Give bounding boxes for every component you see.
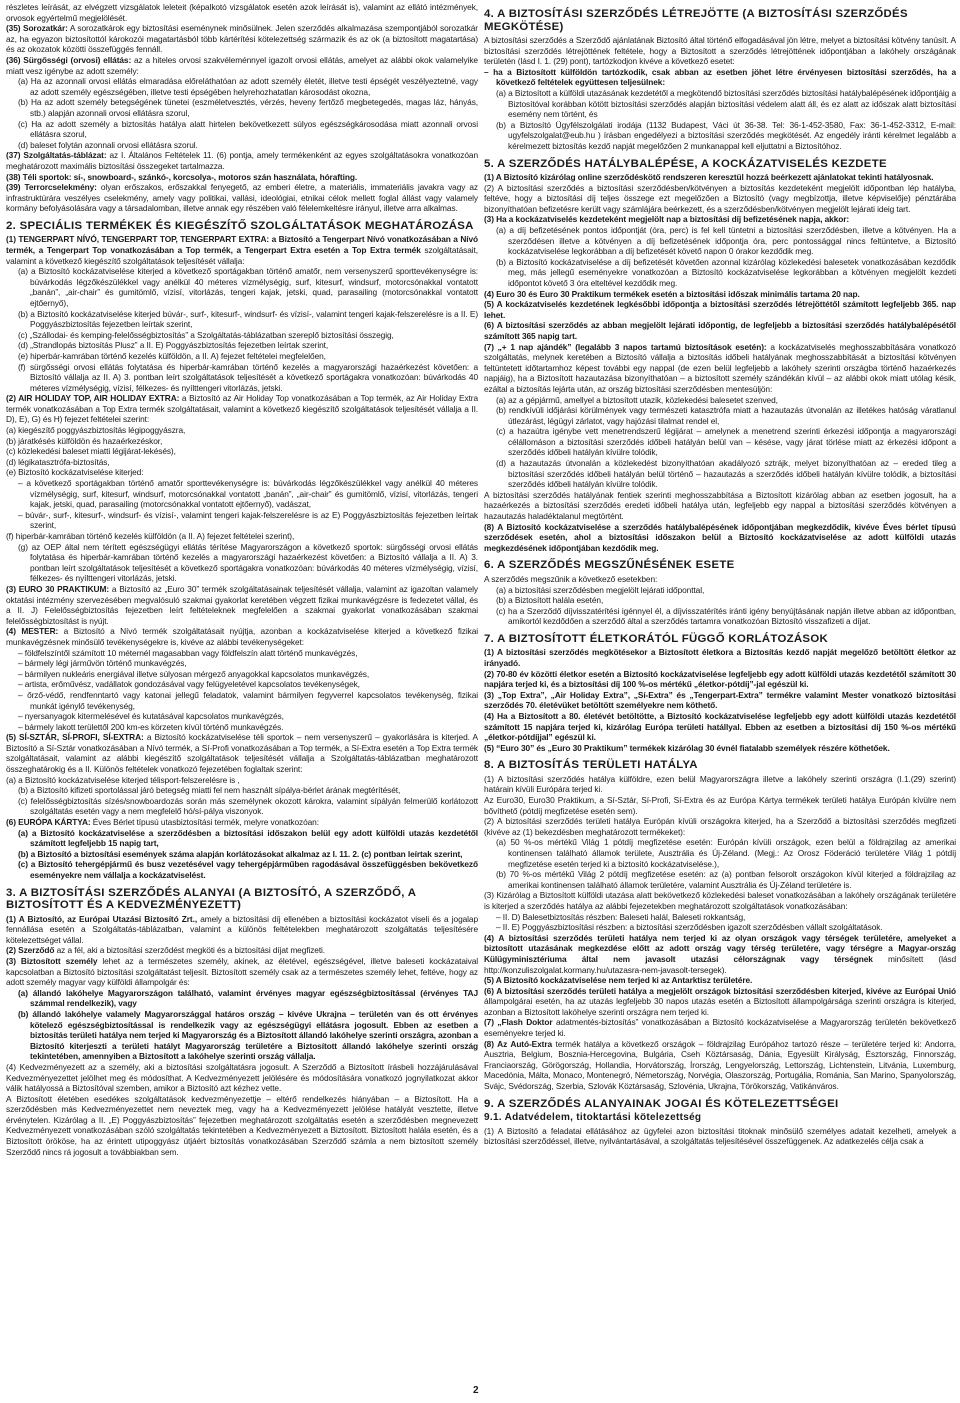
paragraph (6, 172, 478, 183)
paragraph-text: az a hiteles orvosi szakvéleménnyel igazolt orvosi ellátás, amelyet az alábbi okok valamelyike miatt vesz igénybe az adott személy: (6, 54, 478, 76)
paragraph (6, 1062, 478, 1094)
section-heading (6, 887, 478, 912)
section-heading-text: 4. A BIZTOSÍTÁSI SZERZŐDÉS LÉTREJÖTTE (A BIZTOSÍTÁSI SZERZŐDÉS MEGKÖTÉSE) (484, 8, 908, 33)
paragraph-text: (d) légikatasztrófa-biztosítás, (6, 456, 110, 467)
paragraph (484, 869, 956, 890)
paragraph (6, 393, 478, 425)
paragraph-text: (a) a biztosítási szerződésben megjelölt lejárati időponttal, (496, 584, 705, 595)
paragraph (6, 722, 478, 733)
paragraph-lead: (1) A Biztosító kizárólag online szerződéskötő rendszeren keresztül hozzá beérkezett ajánlatokat tekinti hatályosnak. (484, 172, 934, 183)
paragraph-text: (c) felelősségbiztosítás sízés/snowboardozás során más személynek okozott károkra, valamint sípályán felmerülő korlátozott szolgáltatás esetén vagy a nem megfelelő hó/sí-pálya viszonyok. (18, 795, 478, 817)
paragraph (484, 299, 956, 320)
paragraph-text: állampolgárai esetén, ha az utazás legfeljebb 30 napos utazás esetén a Biztosított állampolgársága szerinti országra is kiterjed, azonban a Biztosított lakóhelye szerinti országra nem terjed ki. (484, 996, 956, 1017)
paragraph (6, 796, 478, 817)
paragraph (6, 140, 478, 151)
paragraph (6, 234, 478, 266)
paragraph-text: – artista, erőművész, vadállatok gondozásával vagy felügyeletével kapcsolatos tevékenységek, (18, 679, 360, 690)
paragraph-text: – ha a Biztosított külföldön tartózkodik, csak abban az esetben jöhet létre érvényesen biztosítási szerződés, ha a következő feltételek együttesen teljesülnek: (484, 66, 956, 88)
paragraph (484, 574, 956, 585)
paragraph-lead: (8) Az Autó-Extra (484, 1038, 553, 1049)
paragraph-lead: (4) MESTER: (6, 626, 59, 637)
paragraph-text: (a) a Biztosító kockázatviselése a szerződésben a biztosítási időszakon belül egy adott külföldi utazás kezdetétől számított legfeljebb 15 napig tart, (18, 827, 478, 849)
paragraph-text: (c) Ha az adott személy a biztosítás hatálya alatt hirtelen bekövetkezett súlyos egészségkárosodása miatt azonnali orvosi ellátásra szorul, (18, 118, 478, 140)
paragraph (6, 510, 478, 531)
paragraph-text: (b) állandó lakóhelye valamely Magyarországgal határos ország – kivéve Ukrajna – területén van és ott érvényes kötelező egészségbiztosítással is rendelkezik vagy az egészségügyi ellátásra jogosult. Ebben az esetben a biztosítás területi hatálya nem terjed ki Magyarország és a Biztosított állandó lakóhelye szerinti országra, azonban a Biztosító kiterjeszti a területi hatályt Magyarország területére a Biztosított állandó lakóhelye szerinti ország tekintetében, amennyiben a Biztosított a lakóhelye szerinti ország vállalja. (18, 1008, 478, 1062)
paragraph-text: (b) járatkésés külföldön és hazaérkezéskor, (6, 435, 163, 446)
paragraph-lead: (4) Euro 30 és Euro 30 Praktikum termékek esetén a biztosítási időszak minimális tartama 20 nap. (484, 288, 860, 299)
paragraph-text: (b) rendkívüli időjárási körülmények vagy természeti katasztrófa miatt a hazautazás útvonalán az illetékes hatóság váratlanul útlezárást, légügyi zárlatot, vagy hajózási tilalmat rendel el, (496, 405, 956, 426)
paragraph-lead: (2) AIR HOLIDAY TOP, AIR HOLIDAY EXTRA: (6, 393, 180, 404)
paragraph-text: (b) a Biztosító kifizeti sportolással járó betegség miatti fel nem használt sípálya-bérlet árának megtérítését, (18, 785, 401, 796)
paragraph-text: (a) a Biztosított a külföldi utazásának kezdetétől a megkötendő biztosítási szerződés biztosítási hatálybalépésének időpontjáig a Biztosítóval korábban kötött biztosítási szerződés alapján biztosítási védelem alatt áll, és ez alatt az időszak alatt biztosítási esemény nem történt, és (496, 87, 956, 120)
paragraph-text: A sorozatkárok egy biztosítási eseménynek minősülnek. Jelen szerződés alkalmazása szempontjából sorozatkár az, ha egyazon biztosítottól károkozói magatartásból több kártérítési kötelezettség származik és az ok (a biztosított magatartása) és az okozatok közötti összefüggés fennáll. (6, 23, 478, 55)
paragraph-text: (1) A Biztosító a feladatai ellátásához az ügyfelei azon biztosítási titoknak minősülő személyes adatait kezelheti, amelyek a biztosítási szerződéssel, illetve, nyilvántartásával, a szolgáltatás teljesítésével összefüggenek. Az adatkezelés célja csak a (484, 1125, 956, 1147)
paragraph-lead: (5) SÍ-SZTÁR, SÍ-PROFI, SÍ-EXTRA: (6, 732, 144, 743)
paragraph (484, 1039, 956, 1092)
page-number: 2 (473, 1385, 479, 1396)
section-heading (484, 759, 956, 772)
paragraph (6, 425, 478, 436)
paragraph-lead: (6) EURÓPA KÁRTYA: (6, 817, 91, 828)
paragraph-text: (c) „Szállodai- és kemping-felelősségbiztosítás” a Szolgáltatás-táblázatban szereplő biztosítási összegig, (18, 329, 394, 340)
paragraph (484, 711, 956, 743)
paragraph (484, 837, 956, 869)
paragraph (484, 67, 956, 88)
paragraph (484, 1126, 956, 1147)
paragraph (6, 584, 478, 626)
section-heading-text: 8. A BIZTOSÍTÁS TERÜLETI HATÁLYA (484, 759, 698, 772)
paragraph (6, 988, 478, 1009)
paragraph-text: A biztosítási szerződés a Szerződő ajánlatának Biztosító által történő elfogadásával jön létre, melyet a biztosítási kötvény tanúsít. A biztosítási szerződés létrejöttének feltétele, hogy a Biztosított a szerződés létrejöttének időpontjában a lakóhely országának területén (lásd I. 1. (29) pont), tartózkodjon kivéve a következő esetet: (484, 35, 956, 67)
paragraph-text: adatmentés-biztosítás” vonatkozásában a Biztosító kockázatviselése a Magyarország területén bekövetkező eseményekre terjed ki. (484, 1017, 956, 1039)
paragraph (484, 595, 956, 606)
paragraph-lead: (1) A Biztosító, az Európai Utazási Biztosító Zrt., (6, 913, 198, 924)
paragraph-text: (f) hiperbár-kamrában történő kezelés külföldön (a II. A) fejezet feltételei szerint), (6, 531, 295, 541)
paragraph-text: – II. E) Poggyászbiztosítási részben: a biztosítási szerződésben igazolt szerződésben vállalt szolgáltatások. (496, 922, 883, 933)
paragraph-text: (b) a Biztosító kockázatviselése kiterjed búvár-, surf-, kitesurf-, windsurf- és vízisí-, valamint tengeri kajak-felszerelésre is a II. E) Poggyászbiztosítás fejezetben leírtak szerint, (18, 308, 478, 330)
paragraph (484, 183, 956, 215)
paragraph (6, 817, 478, 828)
paragraph-text: olyan erőszakos, erőszakkal fenyegető, az emberi életre, a materiális, immateriális javakra vagy az infrastruktúrára veszélyes cselekmény, amely vagy politikai, vallási, ideológiai, etnikai célok mellett foglal állást vagy valamely kormány befolyásolására vagy a társadalomban, illetve annak egy részében való félelemkeltésre irányul, illetve arra alkalmas. (6, 182, 478, 214)
section-heading (484, 633, 956, 646)
paragraph-text: a kockázatviselés meghosszabbítására vonatkozó szolgáltatás, melynek keretében a Biztosító vállalja a biztosítás időbeli hatályának meghosszabbítását a biztosítási kötvényen feltüntetett időtartamhoz képest további egy nappal (de ezen belül legfeljebb a lakóhely szerinti országba történő hazaérkezés napjáig), ha a Biztosított hazautazása bizonyíthatóan – a biztosított személy szándékán kívül – az alábbi okok miatt utólag késik, ezáltal a biztosítás lejárta után, az ország biztosítási szerződésben mentesüljön: (484, 341, 956, 394)
paragraph (6, 467, 478, 478)
paragraph-text: a Biztosító az „Euro 30” termék szolgáltatásainak teljesítését vállalja, valamint az igazoltan valamely oktatási intézmény szervezésében megvalósuló szakmai gyakorlat keretében végzett fizikai munkavégzésre is fedezetet vállal, és a II. J) Felelősségbiztosítás fejezetben leírt feltételeknek megfelelően a szakmai gyakorlat vonatkozásában szakmai felelősségbiztosítást is nyújt. (6, 583, 478, 626)
paragraph (484, 743, 956, 754)
paragraph-lead: (5) A kockázatviselés kezdetének legkésőbbi időpontja a biztosítási szerződés létrejöttétől számított legfeljebb 365. nap lehet. (484, 299, 956, 320)
paragraph (484, 405, 956, 426)
paragraph (484, 172, 956, 183)
paragraph (484, 890, 956, 911)
paragraph (6, 626, 478, 647)
paragraph-lead: (1) A biztosítási szerződés megkötésekor a Biztosított életkora a Biztosítás kezdő napját megelőző betöltött életkor az irányadó. (484, 647, 956, 668)
paragraph-text: – a következő sportágakban történő amatőr sporttevékenységre is: búvárkodás légzőkészülékkel vagy anélkül 40 méteres vízmélységig, surf, kitesurf, windsurf, motorcsónakkal vontatott „banán”, „air-chair” és gumitömlő, vízisí, vitorlázás, tengeri kajak, jetski, quad, parasailing (motorcsónakkal vontatott ejtőernyő), vadászat, (18, 478, 478, 510)
paragraph-lead: (37) Szolgáltatás-táblázat: (6, 150, 107, 161)
paragraph-lead: (1) TENGERPART NÍVÓ, TENGERPART TOP, TENGERPART EXTRA: a Biztosító a Tengerpart Nívó vonatkozásában a Nívó termék, a Tengerpart Top vonatkozásában a Top termék, a Tengerpart Extra esetén a Top Extra termék (6, 234, 478, 255)
section-heading (484, 8, 956, 33)
paragraph (484, 257, 956, 289)
paragraph (484, 669, 956, 690)
paragraph-text: (c) ha a Szerződő díjvisszatérítési igénnyel él, a díjvisszatérítés iránti igény benyújtásának napján illetve abban az időpontban, amikortól kezdődően a szerződő által a szerződés tartamra vonatkozóan Biztosító visszafizeti a díjat. (496, 605, 956, 627)
paragraph-text: – bármely lakott területtől 200 km-es körzeten kívül történő munkavégzés. (18, 721, 284, 732)
paragraph-text: minősített (lásd http://konzuliszolgalat.kormany.hu/utazasra-nem-javasolt-tersegek). (484, 953, 956, 975)
paragraph (484, 933, 956, 975)
paragraph-text: (b) 70 %-os mértékű Világ 2 pótdíj megfizetése esetén: az (a) pontban felsorolt országokon kívül kiterjed a földrajzilag az amerikai kontinensen található államok területére, valamint Ausztrália és Új-Zéland területére is. (496, 869, 956, 890)
paragraph-lead: (5) “Euro 30” és „Euro 30 Praktikum” termékek kizárólag 30 évnél fiatalabb személyek részére köthetőek. (484, 742, 890, 753)
paragraph-text: (g) az OEP által nem térített egészségügyi ellátás térítése Magyarországon a következő sportok: sürgősségi orvosi ellátás folytatása és hiperbár-kamrában történő kezelés a magyarországi hazaérkezést követően: a Biztosító vállalja a II. A) 3. pontban leírt szolgáltatások teljesítését a következő sportágakra vonatkozóan: búvárkodás 40 méteres vízmélységig, vízisí, félkezes- és nyílttengeri vitorlázás, jetski. (18, 541, 478, 584)
paragraph-lead: (3) „Top Extra”, „Air Holiday Extra”, „Sí-Extra” és „Tengerpart-Extra” termékre valamint Mester vonatkozó biztosítási szerződés 70. életévüket betöltött személyekre nem köthető. (484, 689, 956, 711)
paragraph-lead: (5) A Biztosító kockázatviselése nem terjed ki az Antarktisz területére. (484, 975, 753, 986)
paragraph-text: a Biztosító a Nívó termék szolgáltatásait nyújtja, azonban a kockázatviselése kiterjed a következő fizikai munkavégzésnek minősülő tevékenységekre is, kivéve az alábbi tevékenységeket: (6, 626, 478, 647)
paragraph-text: (a) 50 %-os mértékű Világ 1 pótdíj megfizetése esetén: Európán kívüli országok, ezen belül a földrajzilag az amerikai kontinensen található államok területe, Ausztrália és Új-Zéland. (Megj.: Az Orosz Föderáció területére Világ 1 pótdíj megfizetése esetén terjed ki a biztosító kockázatviselése.), (496, 837, 956, 869)
paragraph-text: lehet az a természetes személy, akinek, az életével, egészségével, illetve baleseti kockázataival kapcsolatban a Biztosító biztosítási szolgáltatást teljesít. Biztosított személy csak az a természetes személy lehet, feltéve, hogy az adott személy magyar vagy külföldi állampolgár és: (6, 955, 478, 988)
paragraph (6, 436, 478, 447)
section-heading-text: 3. A BIZTOSÍTÁSI SZERZŐDÉS ALANYAI (A BIZTOSÍTÓ, A SZERZŐDŐ, A BIZTOSÍTOTT ÉS A KEDVEZMÉNYEZETT) (6, 886, 416, 912)
section-heading (484, 158, 956, 171)
paragraph-lead: (7) „+ 1 nap ajándék” (legalább 3 napos tartamú biztosítások esetén): (484, 341, 767, 352)
paragraph (6, 1094, 478, 1158)
paragraph-text: az I. Általános Feltételek 11. (6) pontja, amely termékenként az egyes szolgáltatásokra vonatkozóan meghatározott maximális biztosítási összegeket tartalmazza. (6, 150, 478, 171)
paragraph (6, 542, 478, 584)
paragraph (484, 522, 956, 554)
paragraph-lead: (3) Ha a kockázatviselés kezdeteként megjelölt nap a biztosítási díj befizetésének napja, akkor: (484, 214, 850, 225)
paragraph (6, 351, 478, 362)
paragraph-text: a Biztosító kockázatviselése téli sportok – nem versenyszerű – gyakorlására is kiterjed. A Biztosító a Sí-Sztár vonatkozásában a Nívó termék, a Sí-Profi vonatkozásában a Top termék, a Sí-Extra esetén a Top Extra termék szolgáltatásait, valamint az alábbi kiegészítő szolgáltatások teljesítését vállalja a Szolgáltatás-táblázatban meghatározott összeghatárokig és a II. Különös feltételek vonatkozó fejezetében foglaltak szerint: (6, 732, 478, 775)
paragraph (484, 395, 956, 406)
paragraph-lead: (3) EURO 30 PRAKTIKUM: (6, 583, 110, 594)
paragraph (6, 76, 478, 97)
paragraph (6, 330, 478, 341)
paragraph (6, 97, 478, 118)
paragraph-text: – búvár-, surf-, kitesurf-, windsurf- és vízisí-, valamint tengeri kajak-felszerelésre is az E) Poggyászbiztosítás fejezetben leírtak szerint, (18, 509, 478, 531)
paragraph-text: – őrző-védő, rendfenntartó vagy katonai jellegű feladatok, valamint bármilyen fegyverrel kapcsolatos tevékenység, fizikai munkát igénylő tevékenység, (18, 689, 478, 711)
section-heading-text: 5. A SZERZŐDÉS HATÁLYBALÉPÉSE, A KOCKÁZATVISELÉS KEZDETE (484, 157, 887, 170)
section-heading (484, 559, 956, 572)
paragraph (484, 120, 956, 152)
paragraph (484, 774, 956, 795)
paragraph-text: (c) közlekedési baleset miatti légijárat-lekésés), (6, 446, 176, 457)
paragraph (484, 986, 956, 1018)
section-heading-text: 6. A SZERZŐDÉS MEGSZŰNÉSÉNEK ESETE (484, 559, 735, 572)
paragraph-lead: (2) Szerződő (6, 945, 55, 956)
paragraph (6, 648, 478, 659)
paragraph-text: termék hatálya a következő országok – földrajzilag Európához tartozó része – területére terjed ki: Andorra, Ausztria, Belgium, Bosznia-Hercegovina, Bulgária, Cseh Köztársaság, Dánia, Egyesült Királyság, Észtország, Finnország, Franciaország, Görögország, Hollandia, Horvátország, Írország, Lengyelország, Lettország, Lichtenstein, Litvánia, Luxemburg, Macedónia, Málta, Monaco, Montenegró, Németország, Norvégia, Olaszország, Portugália, Románia, San Marino, Spanyolország, Svájc, Svédország, Szerbia, Szlovák Köztársaság, Szlovénia, Ukrajna, Törökország, Vatikánváros. (484, 1038, 956, 1092)
paragraph (6, 775, 478, 786)
paragraph (484, 1017, 956, 1038)
left-column (6, 2, 478, 1397)
paragraph (6, 828, 478, 849)
paragraph-text: (3) Kizárólag a Biztosított külföldi utazása alatt bekövetkező közlekedési baleset vonatkozásában a lakóhely országának területére is kiterjed a szerződés hatálya az alábbi fejezetekben meghatározott szolgáltatások vonatkozásában: (484, 890, 956, 911)
paragraph-text: szolgáltatásait, valamint a következő kiegészítő szolgáltatások teljesítését vállalja: (6, 244, 478, 266)
paragraph (484, 426, 956, 458)
paragraph (6, 669, 478, 680)
section-heading-text: 2. SPECIÁLIS TERMÉKEK ÉS KIEGÉSZÍTŐ SZOLGÁLTATÁSOK MEGHATÁROZÁSA (6, 219, 474, 232)
paragraph (484, 606, 956, 627)
paragraph-text: (f) sürgősségi orvosi ellátás folytatása és hiperbár-kamrában történő kezelés a magyarországi hazaérkezést követően: a Biztosító vállalja az II. A) 3. pontban leírt szolgáltatások teljesítését a következő sportágakra vonatkozóan: búvárkodás 40 méteres vízmélységig, vízisí, félkezes- és nyílttengeri vitorlázás, jetski. (18, 361, 478, 393)
paragraph (484, 289, 956, 300)
paragraph (6, 859, 478, 880)
section-heading-text: 9. A SZERZŐDÉS ALANYAINAK JOGAI ÉS KÖTELEZETTSÉGEI (484, 1097, 839, 1110)
paragraph (6, 309, 478, 330)
paragraph (6, 711, 478, 722)
paragraph (6, 182, 478, 214)
paragraph (484, 690, 956, 711)
paragraph-text: – bármely légi járművön történő munkavégzés, (18, 658, 187, 669)
paragraph-text: (c) a hazaútra igénybe vett menetrendszerű légijárat – amelynek a menetrend szerinti érkezési időpontja a magyarországi célállomáson a biztosítási szerződés időbeli hatályán belül van – késése, vagy járat törlése miatt az érkezési időpont a szerződés időbeli hatályán kívülre tolódik, (496, 426, 956, 458)
section-heading-text: 9.1. Adatvédelem, titoktartási kötelezettség (484, 1112, 702, 1124)
paragraph (484, 795, 956, 816)
paragraph (6, 362, 478, 394)
paragraph-text: A szerződés megszűnik a következő esetekben: (484, 573, 658, 584)
paragraph (6, 23, 478, 55)
paragraph (6, 945, 478, 956)
paragraph-text: (c) a Biztosító tehergépjármű és busz vezetésével vagy tehergépjárműben ragodásával összefüggésben bekövetkező eseményekre nem vállalja a kockázatviselést. (18, 859, 478, 880)
paragraph-text: (b) Ha az adott személy betegségének tünetei (eszméletvesztés, vérzés, heveny fertőző megbetegedés, magas láz, hányás, stb.) alapján azonnali orvosi ellátásra szorul, (18, 97, 478, 118)
paragraph (484, 922, 956, 933)
paragraph (6, 446, 478, 457)
paragraph-lead: (35) Sorozatkár: (6, 23, 68, 34)
paragraph (6, 55, 478, 76)
paragraph (6, 956, 478, 988)
paragraph-text: (b) a Biztosító kockázatviselése a díj befizetését követően azonnal kizárólag közlekedési balesetek vonatkozásában kezdődik meg, más jellegű eseményekre vonatkozóan a Biztosító kockázatviselése legkorábban a kötvényen megjelölt kezdeti időpontot követő 3 óra elteltével kezdődik meg. (496, 256, 956, 288)
paragraph-text: (e) Biztosító kockázatviselése kiterjed: (6, 467, 144, 478)
paragraph (484, 225, 956, 257)
paragraph-lead: (8) A Biztosító kockázatviselése a szerződés hatálybalépésének időpontjában megkezdődik, kivéve Éves bérlet típusú szerződések esetén, ahol a biztosítási időszakon belül a Biztosító kockázatviselése az adott külföldi utazás megkezdésének időpontjában kezdődik meg. (484, 521, 956, 553)
paragraph-text: (d) baleset folytán azonnali orvosi ellátásra szorul. (18, 139, 198, 150)
paragraph (484, 342, 956, 395)
paragraph (484, 320, 956, 341)
paragraph (484, 35, 956, 67)
paragraph-lead: (7) „Flash Doktor (484, 1017, 553, 1028)
paragraph-text: (b) a Biztosított halála esetén, (496, 595, 604, 606)
paragraph-lead: (6) A biztosítási szerződés az abban megjelölt lejárati időpontig, de legfeljebb a biztosítási szerződés hatálybalépésétől számított 365 napig tart. (484, 320, 956, 341)
paragraph-text: (b) a Biztosító a biztosítási események száma alapján korlátozásokat alkalmaz az I. 11. 2. (c) pontban leírtak szerint, (18, 848, 463, 859)
paragraph (6, 914, 478, 946)
paragraph (6, 2, 478, 23)
paragraph-text: (b) a Biztosító Ügyfélszolgálati irodája (1132 Budapest, Váci út 36-38. Tel: 36-1-452-3580, Fax: 36-1-452-3312, E-mail: ugyfelszolgalat@eub.hu ) írásban engedélyezi a biztosítási szerződés megkötését. Az engedély iránti kérelmet legalább a kérelmezett biztosítás kezdő napját megelőzően 2 munkanappal kell eljuttatni a Biztosítóhoz. (496, 119, 956, 151)
paragraph-lead: (36) Sürgősségi (orvosi) ellátás: (6, 54, 132, 65)
paragraph-text: a Biztosító az Air Holiday Top vonatkozásában a Top termék, az Air Holiday Extra termék vonatkozásában a Top Extra termék szolgáltatásait, valamint a következő kiegészítő szolgáltatások teljesítését vállalja a II. D), E), G) és H) fejezet feltételei szerint: (6, 393, 478, 425)
paragraph-lead: (39) Terrorcselekmény: (6, 182, 97, 193)
paragraph-text: amely a biztosítási díj ellenében a biztosítási kockázatot viseli és a jogalap fennállása esetén a Szolgáltatás-táblázatban, valamint a különös feltételekben meghatározott szolgáltatás teljesítésére kötelezettséget vállal. (6, 913, 478, 945)
section-heading (484, 1112, 956, 1125)
paragraph-text: (a) a Biztosító kockázatviselése kiterjed télisport-felszerelésre is , (6, 774, 240, 785)
paragraph-text: – bármilyen nukleáris energiával illetve súlyosan mérgező anyagokkal kapcsolatos munkavégzés, (18, 668, 370, 679)
paragraph-text: (a) a díj befizetésének pontos időpontját (óra, perc) is fel kell tüntetni a biztosítási szerződésben, illetve a kötvényen. Ha a szerződésen illetve a kötvényen a díj befizetésének időpontja óra, perc pontossággal nincs feltüntetve, a Biztosító kockázatviselése legkorábban a díj befizetését követő napon 0 órakor kezdődik meg. (496, 225, 956, 257)
paragraph (6, 478, 478, 510)
paragraph-lead: (4) Ha a Biztosított a 80. életévét betöltötte, a Biztosító kockázatviselése legfeljebb egy adott külföldi utazás kezdetétől számított 15 napjára terjed ki, kizárólag Európa területi hatállyal. Ebben az esetben a biztosítási díj 150 %-os mértékű „életkor-pótdíjjal” egészül ki. (484, 710, 956, 743)
paragraph-text: Az Euro30, Euro30 Praktikum, a Sí-Sztár, Sí-Profi, Sí-Extra és az Európa Kártya termékek területi hatálya Európán kívülre nem bővíthető (pótdíj megfizetése esetén sem). (484, 795, 956, 816)
paragraph-lead: (4) A biztosítási szerződés területi hatálya nem terjed ki az olyan országok vagy térségek területére, amelyeket a biztosított utazásának megkezdése előtt az adott ország vagy térség területére, vagy térségre a Magyar-ország Külügyminisztériuma által nem javasolt utazási célországnak vagy térségnek (484, 932, 956, 964)
paragraph (6, 457, 478, 468)
paragraph-lead: (38) Téli sportok: sí-, snowboard-, szánkó-, korcsolya-, motoros szán használata, hórafting. (6, 171, 358, 182)
paragraph (484, 490, 956, 522)
paragraph-text: részletes leírását, az elvégzett vizsgálatok leleteit (képalkotó vizsgálatok esetén azok leírását is), valamint az ellátó intézmények, orvosok egyértelmű megjelölését. (6, 2, 478, 23)
paragraph-text: Éves Bérlet típusú utasbiztosítási termék, melyre vonatkozóan: (90, 817, 319, 828)
paragraph (484, 585, 956, 596)
paragraph (484, 647, 956, 668)
paragraph-text: (4) Kedvezményezett az a személy, aki a biztosítási szolgáltatásra jogosult. A Szerződő a Biztosított írásbeli hozzájárulásával Kedvezményezettet jelölhet meg és módosíthat. A Kedvezményezett jelölésére és módosítására vonatkozó jognyilatkozat akkor válik hatályossá a Biztosítóval szemben, amikor a Biztosító azt kézhez vette. (6, 1061, 478, 1094)
paragraph (6, 266, 478, 308)
section-heading (6, 220, 478, 233)
paragraph-text: – földfelszíntől számított 10 méternél magasabban vagy földfelszín alatt történő munkavégzés, (18, 647, 358, 658)
paragraph (484, 458, 956, 490)
paragraph-text: – nyersanyagok kitermelésével és kutatásával kapcsolatos munkavégzés, (18, 711, 284, 722)
paragraph-text: (d) „Strandlopás biztosítás Plusz” a II. E) Poggyászbiztosítás fejezetben leírtak szerint, (18, 340, 329, 351)
paragraph-text: (2) A biztosítási szerződés a biztosítási szerződésben/kötvényen a biztosítás kezdeteként megjelölt időpontban lép hatályba, feltéve, hogy a biztosítási díj teljes összege ezt megelőzően a Biztosító (vagy megbízottja, illetve képviselője) pénztárába bizonyíthatóan befizetésre került vagy számlájára beérkezett, és a szerződésben/kötvényen megjelölt lejárati ideig tart. (484, 182, 956, 214)
paragraph-text: A Biztosított életében esedékes szolgáltatások kedvezményezettje – eltérő rendelkezés hiányában – a Biztosított. Ha a szerződésben más Kedvezményezettet nem neveztek meg, vagy ha a Kedvezményezett jelölése hatályát vesztette, illetve érvénytelen. Kizárólag a II. „E) Poggyászbiztosítás” fejezetben meghatározott szolgáltatás esetén a szerződésben megnevezett Kedvezményezett vonatkozásában szóló szolgáltatás tekintetében a Kedvezményezett a Biztosított. Biztosított halála esetén, és a Biztosított örököse, ha az érintett utipoggyász útjáért biztosítás vonatkozásában Szerződő számla a nem biztosított személy Szerződő nincs rá jogosult a továbbiakban sem. (6, 1093, 478, 1157)
paragraph-text: (a) kiegészítő poggyászbiztosítás légipoggyászra, (6, 425, 186, 436)
paragraph-lead: (6) A biztosítási szerződés területi hatálya a megjelölt országok biztosítási szerződésben kiterjed, kivéve az Európai Unió (484, 985, 956, 996)
paragraph-text: (2) A biztosítási szerződés területi hatálya Európán kívüli országokra kiterjed, ha a Szerződő a biztosítási szerződés megfizeti (kivéve az (1) bekezdésben meghatározott termékeket): (484, 816, 956, 837)
paragraph (484, 88, 956, 120)
paragraph (6, 340, 478, 351)
paragraph-lead: (3) Biztosított személy (6, 955, 98, 966)
paragraph (484, 912, 956, 923)
paragraph (6, 1009, 478, 1062)
paragraph-text: A biztosítási szerződés hatályának fentiek szerinti meghosszabbítása a Biztosított kizárólag abban az esetben jogosult, ha a hazaérkezés a biztosítási szerződés eredeti időbeli hatálya után, legfeljebb egy nappal a biztosítási szerződés kötvényen a hazautazás haladéktalanul megtörtént. (484, 489, 956, 522)
paragraph (6, 150, 478, 171)
paragraph (6, 679, 478, 690)
paragraph (6, 849, 478, 860)
section-heading-text: 7. A BIZTOSÍTOTT ÉLETKORÁTÓL FÜGGŐ KORLÁTOZÁSOK (484, 632, 829, 645)
paragraph (484, 214, 956, 225)
paragraph-text: (a) az a gépjármű, amellyel a biztosított utazik, közlekedési balesetet szenved, (496, 394, 778, 405)
paragraph (6, 531, 478, 542)
section-heading (484, 1098, 956, 1111)
paragraph (6, 119, 478, 140)
paragraph-text: (d) a hazautazás útvonalán a közlekedést bizonyíthatóan akadályozó sztrájk, melyet bizonyíthatóan az – ereded tileg a biztosítási szerződés időbeli hatályán belül történő – hazautazás a szerződés időbeli hatályán kívülre tolódik, a biztosítási szerződés időbeli hatályán kívülre tolódik. (496, 458, 956, 490)
paragraph-text: az a fél, aki a biztosítási szerződést megköti és a biztosítási díjat megfizeti. (54, 945, 326, 956)
paragraph (6, 785, 478, 796)
paragraph (6, 658, 478, 669)
paragraph-text: (a) a Biztosító kockázatviselése kiterjed a következő sportágakban történő amatőr, nem versenyszerű sporttevékenységre is: búvárkodás légzőkészülékkel vagy anélkül 40 méteres vízmélységig, surf, kitesurf, windsurf, motorcsónakkal vontatott „banán”, „air-chair” és gumitömlő, vízisí, vitorlázás, tengeri kajak, jetski, quad, parasailing (motorcsónakkal vontatott ejtőernyő), (18, 266, 478, 308)
paragraph-lead: (2) 70-80 év közötti életkor esetén a Biztosító kockázatviselése legfeljebb egy adott külföldi utazás kezdetétől számított 30 napjára terjed ki, és a biztosítási díj 100 %-os mértékű „életkor-pótdíj”-jal egészül ki. (484, 668, 956, 690)
paragraph (484, 816, 956, 837)
paragraph-text: (e) hiperbár-kamrában történő kezelés külföldön, a II. A) fejezet feltételei megfelelően, (18, 350, 326, 361)
paragraph-text: (a) állandó lakóhelye Magyarországon található, valamint érvényes magyar egészségbiztosítással (érvényes TAJ számmal rendelkezik), vagy (18, 987, 478, 1009)
right-column (484, 2, 956, 1397)
paragraph-text: (a) Ha az azonnali orvosi ellátás elmaradása előreláthatóan az adott személy életét, illetve testi épségét veszélyeztetné, vagy az adott személy egészségében, illetve testi épségében helyrehozhatatlan károsodást okozna, (18, 76, 478, 97)
paragraph (484, 975, 956, 986)
paragraph (6, 732, 478, 774)
paragraph-text: – II. D) Balesetbiztosítás részben: Baleseti halál, Baleseti rokkantság, (496, 911, 746, 922)
paragraph (6, 690, 478, 711)
paragraph-text: (1) A biztosítási szerződés hatálya külföldre, ezen belül Magyarországra illetve a lakóhely szerinti országra (I.1.(29) szerint) határain kívüli Európára terjed ki. (484, 773, 956, 795)
